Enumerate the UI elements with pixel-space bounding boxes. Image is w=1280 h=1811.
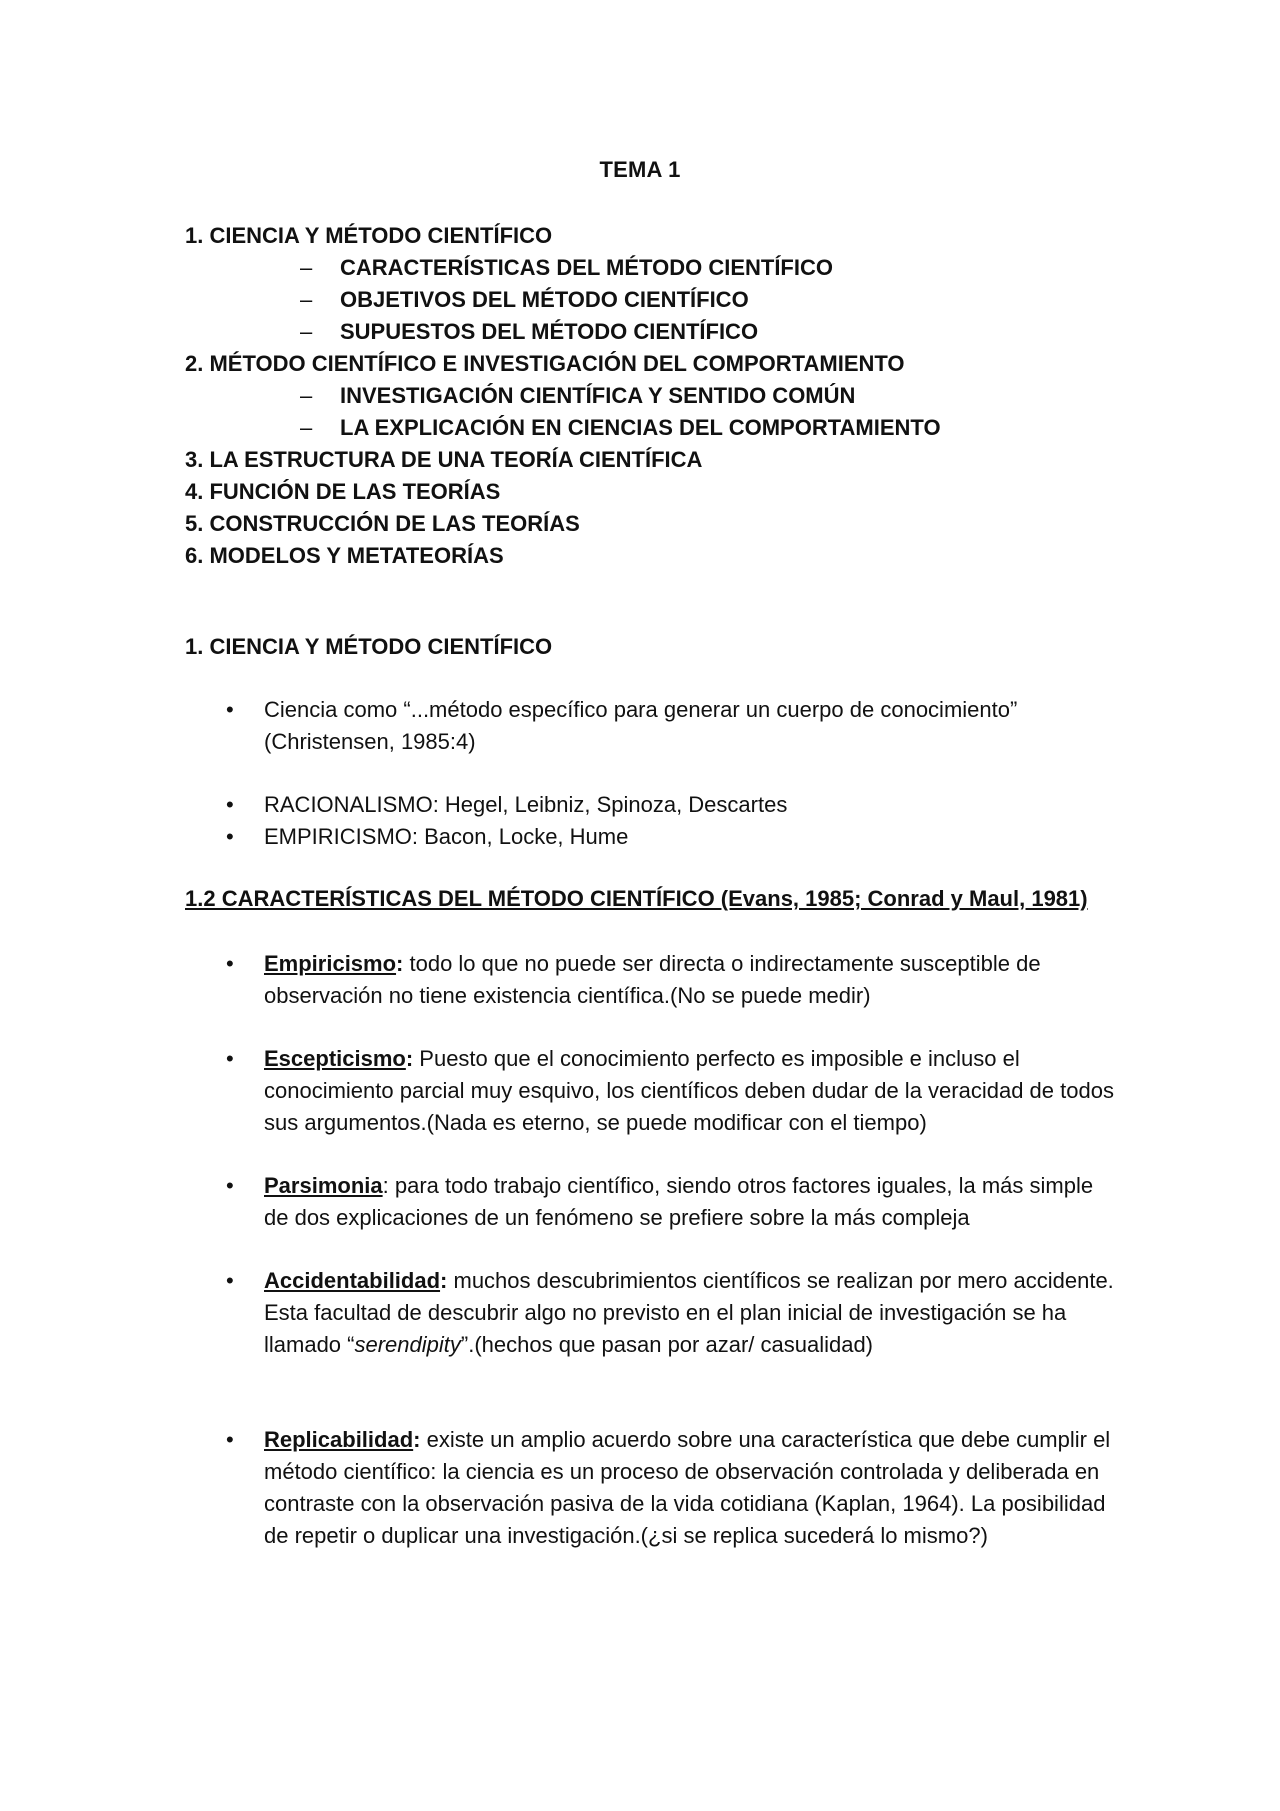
list-item-text: RACIONALISMO: Hegel, Leibniz, Spinoza, Descartes	[264, 792, 788, 817]
term-label: Replicabilidad	[264, 1427, 414, 1452]
dash-marker: –	[300, 287, 313, 312]
toc-subitem	[185, 284, 1185, 316]
bullet-marker: •	[226, 697, 234, 722]
bullet-marker: •	[226, 792, 234, 817]
list-item	[226, 821, 1114, 853]
toc-subitem	[185, 252, 1185, 284]
term-label: Escepticismo	[264, 1046, 406, 1071]
toc-subitem-label: INVESTIGACIÓN CIENTÍFICA Y SENTIDO COMÚN	[340, 383, 856, 408]
bullet-marker: •	[226, 1427, 234, 1452]
italic-term: serendipity	[354, 1332, 461, 1357]
list-item-text: EMPIRICISMO: Bacon, Locke, Hume	[264, 824, 629, 849]
toc-subitem-label: OBJETIVOS DEL MÉTODO CIENTÍFICO	[340, 287, 749, 312]
term-label: Parsimonia	[264, 1173, 383, 1198]
section-heading: 1.2 CARACTERÍSTICAS DEL MÉTODO CIENTÍFICO (Evans, 1985; Conrad y Maul, 1981)	[185, 886, 1088, 911]
bullet-marker: •	[226, 1046, 234, 1071]
list-item	[226, 1043, 1114, 1139]
term-description: existe un amplio acuerdo sobre una característica que debe cumplir el método científico: la ciencia es un proceso de observación controlada y deliberada en contraste con la observación pasiva de la vida cotidiana (Kaplan, 1964). La posibilidad de repetir o duplicar una investigación.(¿si se replica sucederá lo mismo?)	[264, 1427, 1111, 1548]
dash-marker: –	[300, 383, 313, 408]
term-colon: :	[440, 1268, 448, 1293]
term-label: Empiricismo	[264, 951, 397, 976]
toc-item: 1. CIENCIA Y MÉTODO CIENTÍFICO	[185, 223, 553, 248]
bullet-marker: •	[226, 824, 234, 849]
term-description-end: ”.(hechos que pasan por azar/ casualidad)	[460, 1332, 874, 1357]
toc-item: 4. FUNCIÓN DE LAS TEORÍAS	[185, 479, 501, 504]
toc-subitem	[185, 380, 1185, 412]
list-item	[226, 948, 1114, 1012]
bullet-marker: •	[226, 1173, 234, 1198]
term-colon: :	[382, 1173, 389, 1198]
list-item	[226, 1170, 1114, 1234]
toc-subitem	[185, 316, 1185, 348]
document-title: TEMA 1	[599, 157, 681, 182]
dash-marker: –	[300, 255, 313, 280]
toc-item: 6. MODELOS Y METATEORÍAS	[185, 543, 504, 568]
toc-subitem	[185, 412, 1185, 444]
term-label: Accidentabilidad	[264, 1268, 441, 1293]
toc-subitem-label: CARACTERÍSTICAS DEL MÉTODO CIENTÍFICO	[340, 255, 833, 280]
term-description: muchos descubrimientos científicos se realizan por mero accidente. Esta facultad de descubrir algo no previsto en el plan inicial de investigación se ha llamado “	[264, 1268, 1114, 1357]
table-of-contents	[185, 220, 1185, 572]
section-heading: 1. CIENCIA Y MÉTODO CIENTÍFICO	[185, 634, 553, 659]
term-colon: :	[396, 951, 404, 976]
list-item	[226, 1424, 1114, 1552]
term-colon: :	[413, 1427, 421, 1452]
term-colon: :	[405, 1046, 414, 1071]
toc-item: 3. LA ESTRUCTURA DE UNA TEORÍA CIENTÍFICA	[185, 447, 703, 472]
toc-subitem-label: SUPUESTOS DEL MÉTODO CIENTÍFICO	[340, 319, 759, 344]
toc-item: 5. CONSTRUCCIÓN DE LAS TEORÍAS	[185, 511, 580, 536]
dash-marker: –	[300, 415, 313, 440]
list-item	[226, 789, 1114, 821]
bullet-marker: •	[226, 951, 234, 976]
term-description: Puesto que el conocimiento perfecto es imposible e incluso el conocimiento parcial muy esquivo, los científicos deben dudar de la veracidad de todos sus argumentos.(Nada es eterno, se puede modificar con el tiempo)	[264, 1046, 1114, 1135]
bullet-marker: •	[226, 1268, 234, 1293]
toc-subitem-label: LA EXPLICACIÓN EN CIENCIAS DEL COMPORTAMIENTO	[340, 415, 941, 440]
list-item-text: Ciencia como “...método específico para generar un cuerpo de conocimiento” (Christensen, 1985:4)	[264, 697, 1018, 754]
list-item	[226, 1265, 1114, 1361]
list-item	[226, 694, 1114, 758]
term-description: todo lo que no puede ser directa o indirectamente susceptible de observación no tiene existencia científica.(No se puede medir)	[264, 951, 1041, 1008]
dash-marker: –	[300, 319, 313, 344]
term-description: para todo trabajo científico, siendo otros factores iguales, la más simple de dos explicaciones de un fenómeno se prefiere sobre la más compleja	[264, 1173, 1094, 1230]
toc-item: 2. MÉTODO CIENTÍFICO E INVESTIGACIÓN DEL COMPORTAMIENTO	[185, 351, 905, 376]
